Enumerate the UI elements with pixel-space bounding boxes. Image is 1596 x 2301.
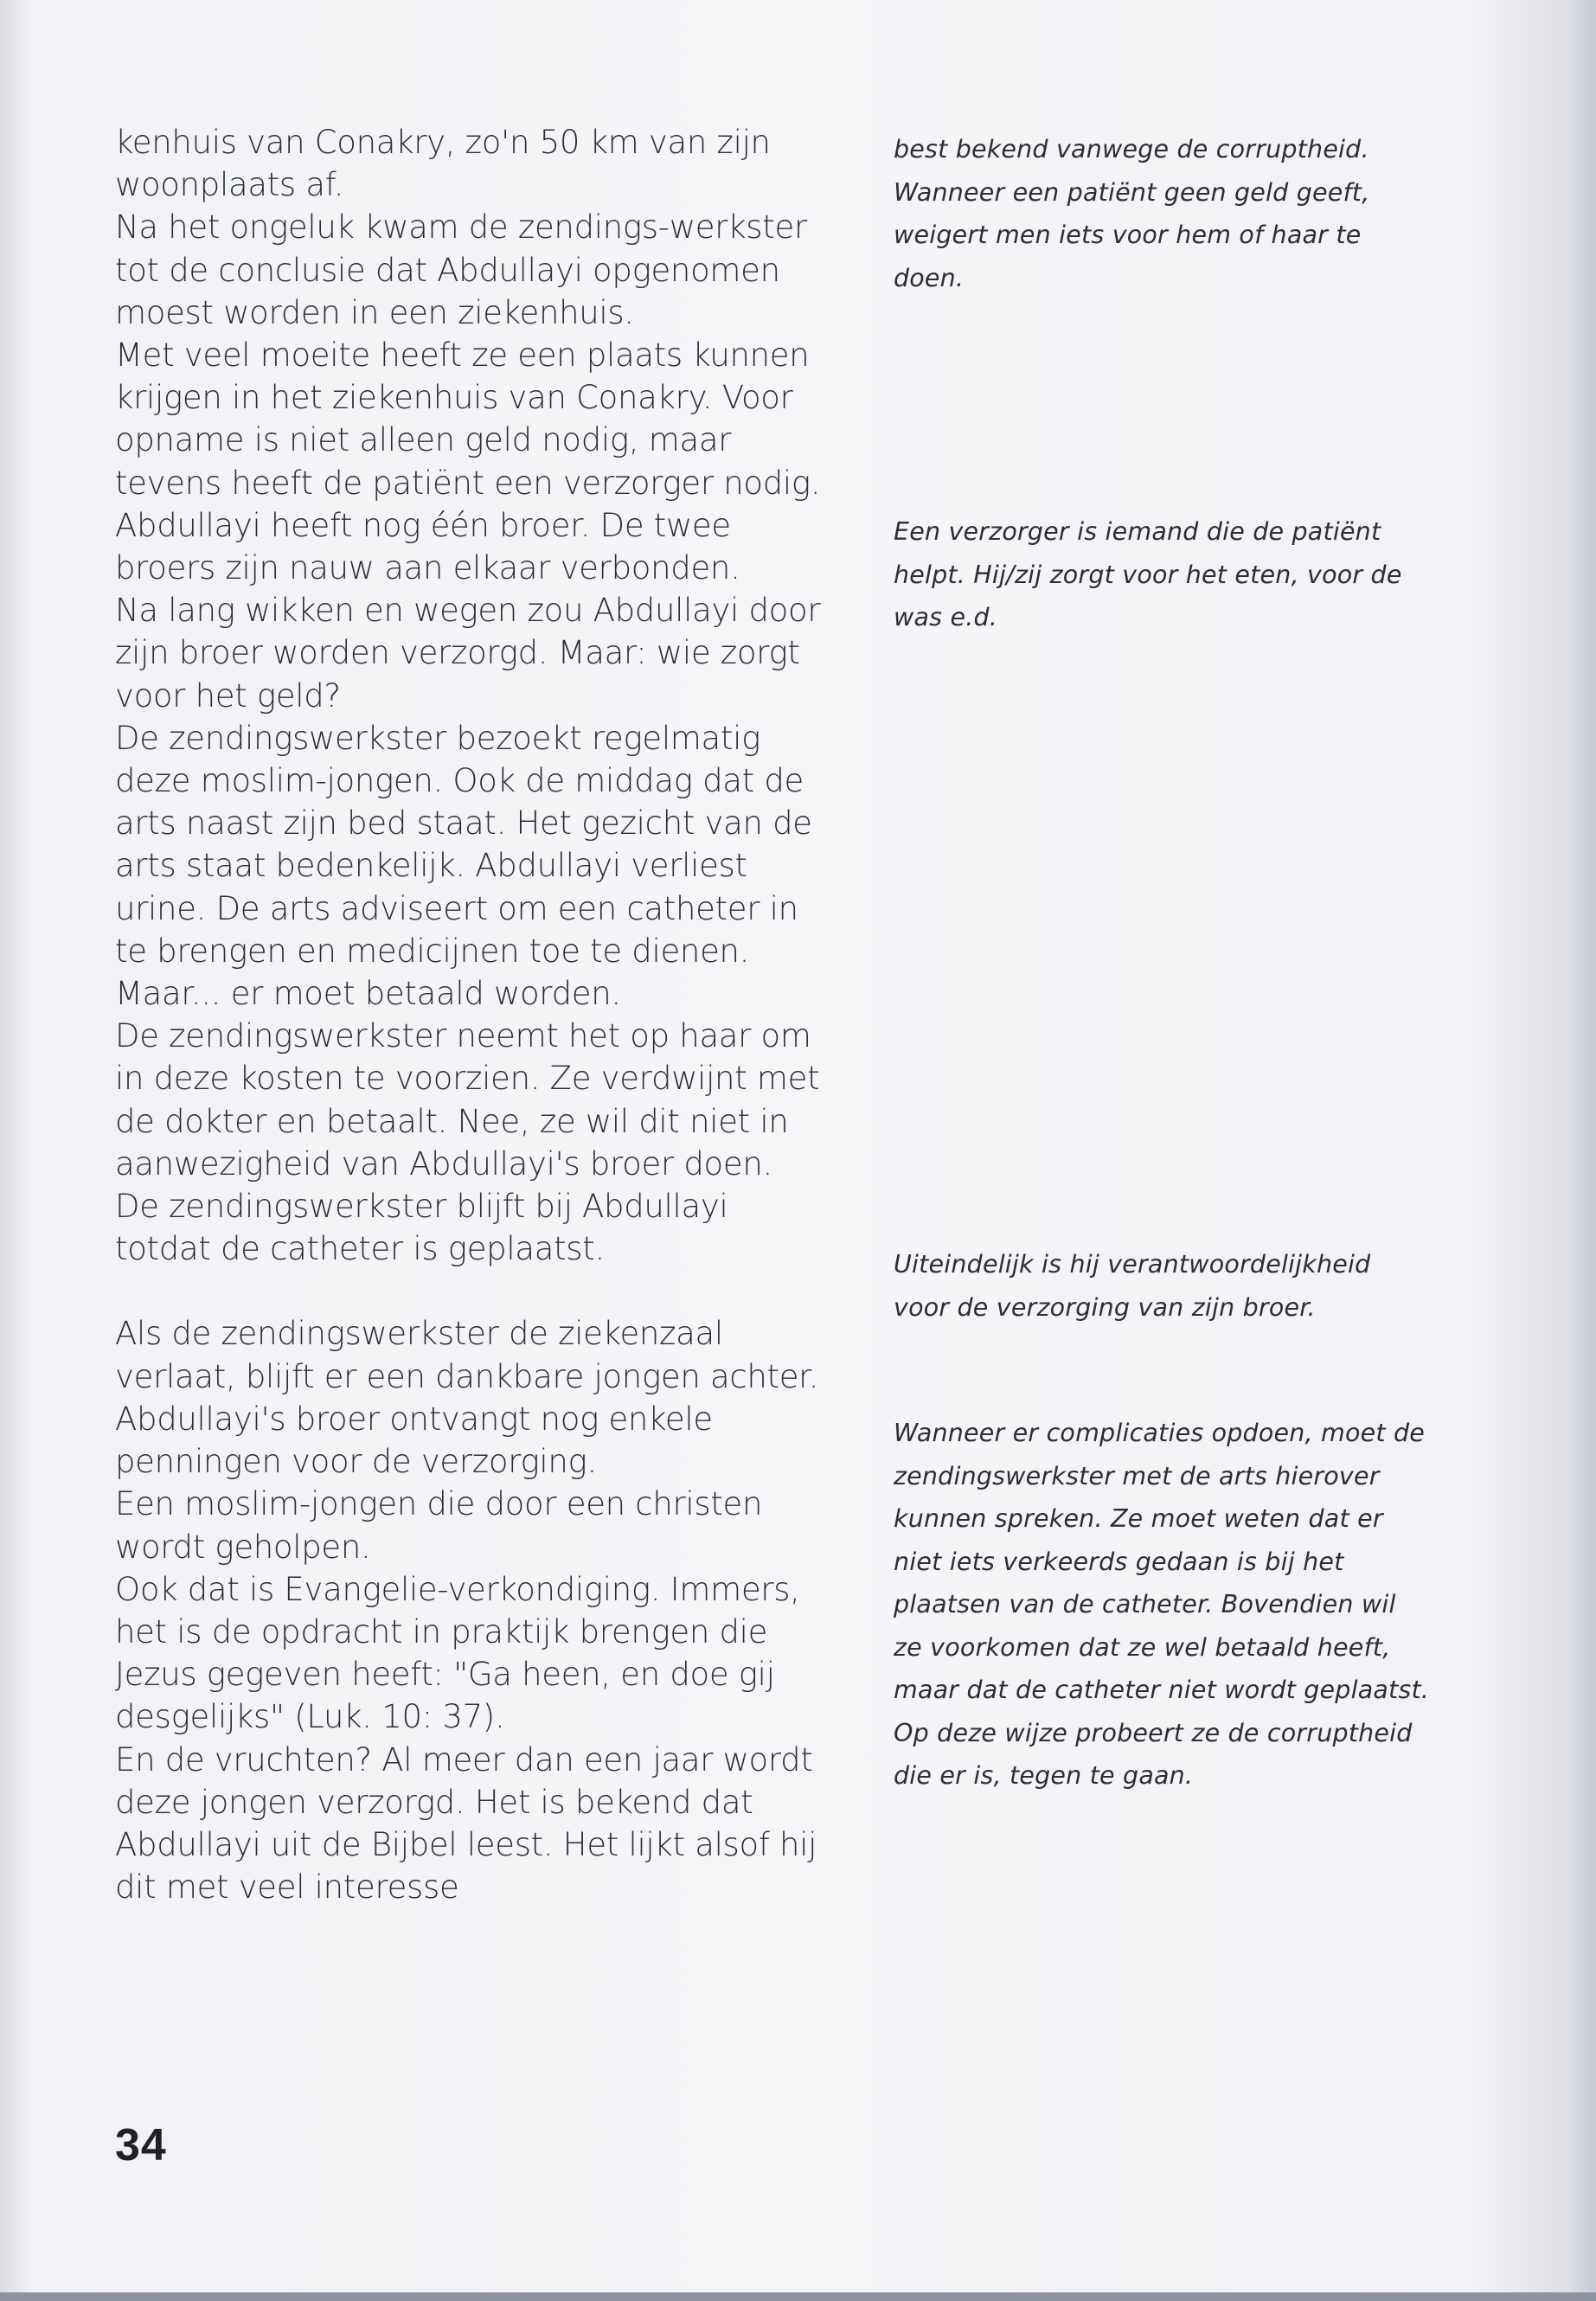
scan-bottom-edge (0, 2292, 1596, 2301)
side-note-text: Wanneer er complicaties opdoen, moet de zendingswerkster met de arts hierover kunnen spreken. Ze moet weten dat er niet iets verkeerds gedaan is bij het plaatsen van de catheter. Bovendien wil ze voorkomen dat ze wel betaald heeft, maar dat de catheter niet wordt geplaatst. Op deze wijze probeert ze de corruptheid die er is, tegen te gaan. (894, 1419, 1430, 1790)
paragraph-9: Als de zendingswerkster de ziekenzaal verlaat, blijft er een dankbare jongen achter. Abdullayi's broer ontvangt nog enkele penningen voor de verzorging. (115, 1315, 819, 1481)
paragraph-2: Na het ongeluk kwam de zendings-werkster tot de conclusie dat Abdullayi opgenomen moest worden in een ziekenhuis. (115, 208, 807, 331)
side-note-caregiver (894, 510, 1430, 639)
paragraph-1: kenhuis van Conakry, zo'n 50 km van zijn woonplaats af. (115, 124, 771, 204)
side-note-responsibility (894, 1243, 1430, 1329)
paragraph-12: En de vruchten? Al meer dan een jaar wordt deze jongen verzorgd. Het is bekend dat Abdullayi uit de Bijbel leest. Het lijkt alsof hij dit met veel interesse (115, 1740, 817, 1907)
scan-shadow-right (1570, 0, 1596, 2301)
paragraph-4: Abdullayi heeft nog één broer. De twee broers zijn nauw aan elkaar verbonden. (115, 506, 740, 587)
paragraph-11: Ook dat is Evangelie-verkondiging. Immers, het is de opdracht in praktijk brengen die Jezus gegeven heeft: "Ga heen, en doe gij desgelijks" (Luk. 10: 37). (115, 1570, 800, 1736)
paragraph-6: De zendingswerkster bezoekt regelmatig deze moslim-jongen. Ook de middag dat de arts naast zijn bed staat. Het gezicht van de arts staat bedenkelijk. Abdullayi verliest urine. De arts adviseert om een catheter in te brengen en medicijnen toe te dienen. Maar... er moet betaald worden. (115, 719, 812, 1013)
paragraph-10: Een moslim-jongen die door een christen wordt geholpen. (115, 1485, 763, 1566)
side-note-text: Uiteindelijk is hij verantwoordelijkheid voor de verzorging van zijn broer. (894, 1250, 1371, 1322)
paragraph-7: De zendingswerkster neemt het op haar om in deze kosten te voorzien. Ze verdwijnt met de dokter en betaalt. Nee, ze wil dit niet in aanwezigheid van Abdullayi's broer doen. (115, 1017, 820, 1183)
page-number: 34 (115, 2120, 167, 2170)
paragraph-5: Na lang wikken en wegen zou Abdullayi door zijn broer worden verzorgd. Maar: wie zorgt voor het geld? (115, 592, 821, 715)
main-text-column (115, 121, 824, 1908)
side-note-text: best bekend vanwege de corruptheid. Wanneer een patiënt geen geld geeft, weigert men iets voor hem of haar te doen. (894, 135, 1370, 292)
paragraph-3: Met veel moeite heeft ze een plaats kunnen krijgen in het ziekenhuis van Conakry. Voor opname is niet alleen geld nodig, maar tevens heeft de patiënt een verzorger nodig. (115, 336, 821, 502)
side-note-corruption (894, 128, 1430, 299)
side-note-complications (894, 1412, 1430, 1798)
paragraph-8: De zendingswerkster blijft bij Abdullayi totdat de catheter is geplaatst. (115, 1188, 728, 1268)
side-note-text: Een verzorger is iemand die de patiënt helpt. Hij/zij zorgt voor het eten, voor de was e.d. (894, 517, 1402, 631)
